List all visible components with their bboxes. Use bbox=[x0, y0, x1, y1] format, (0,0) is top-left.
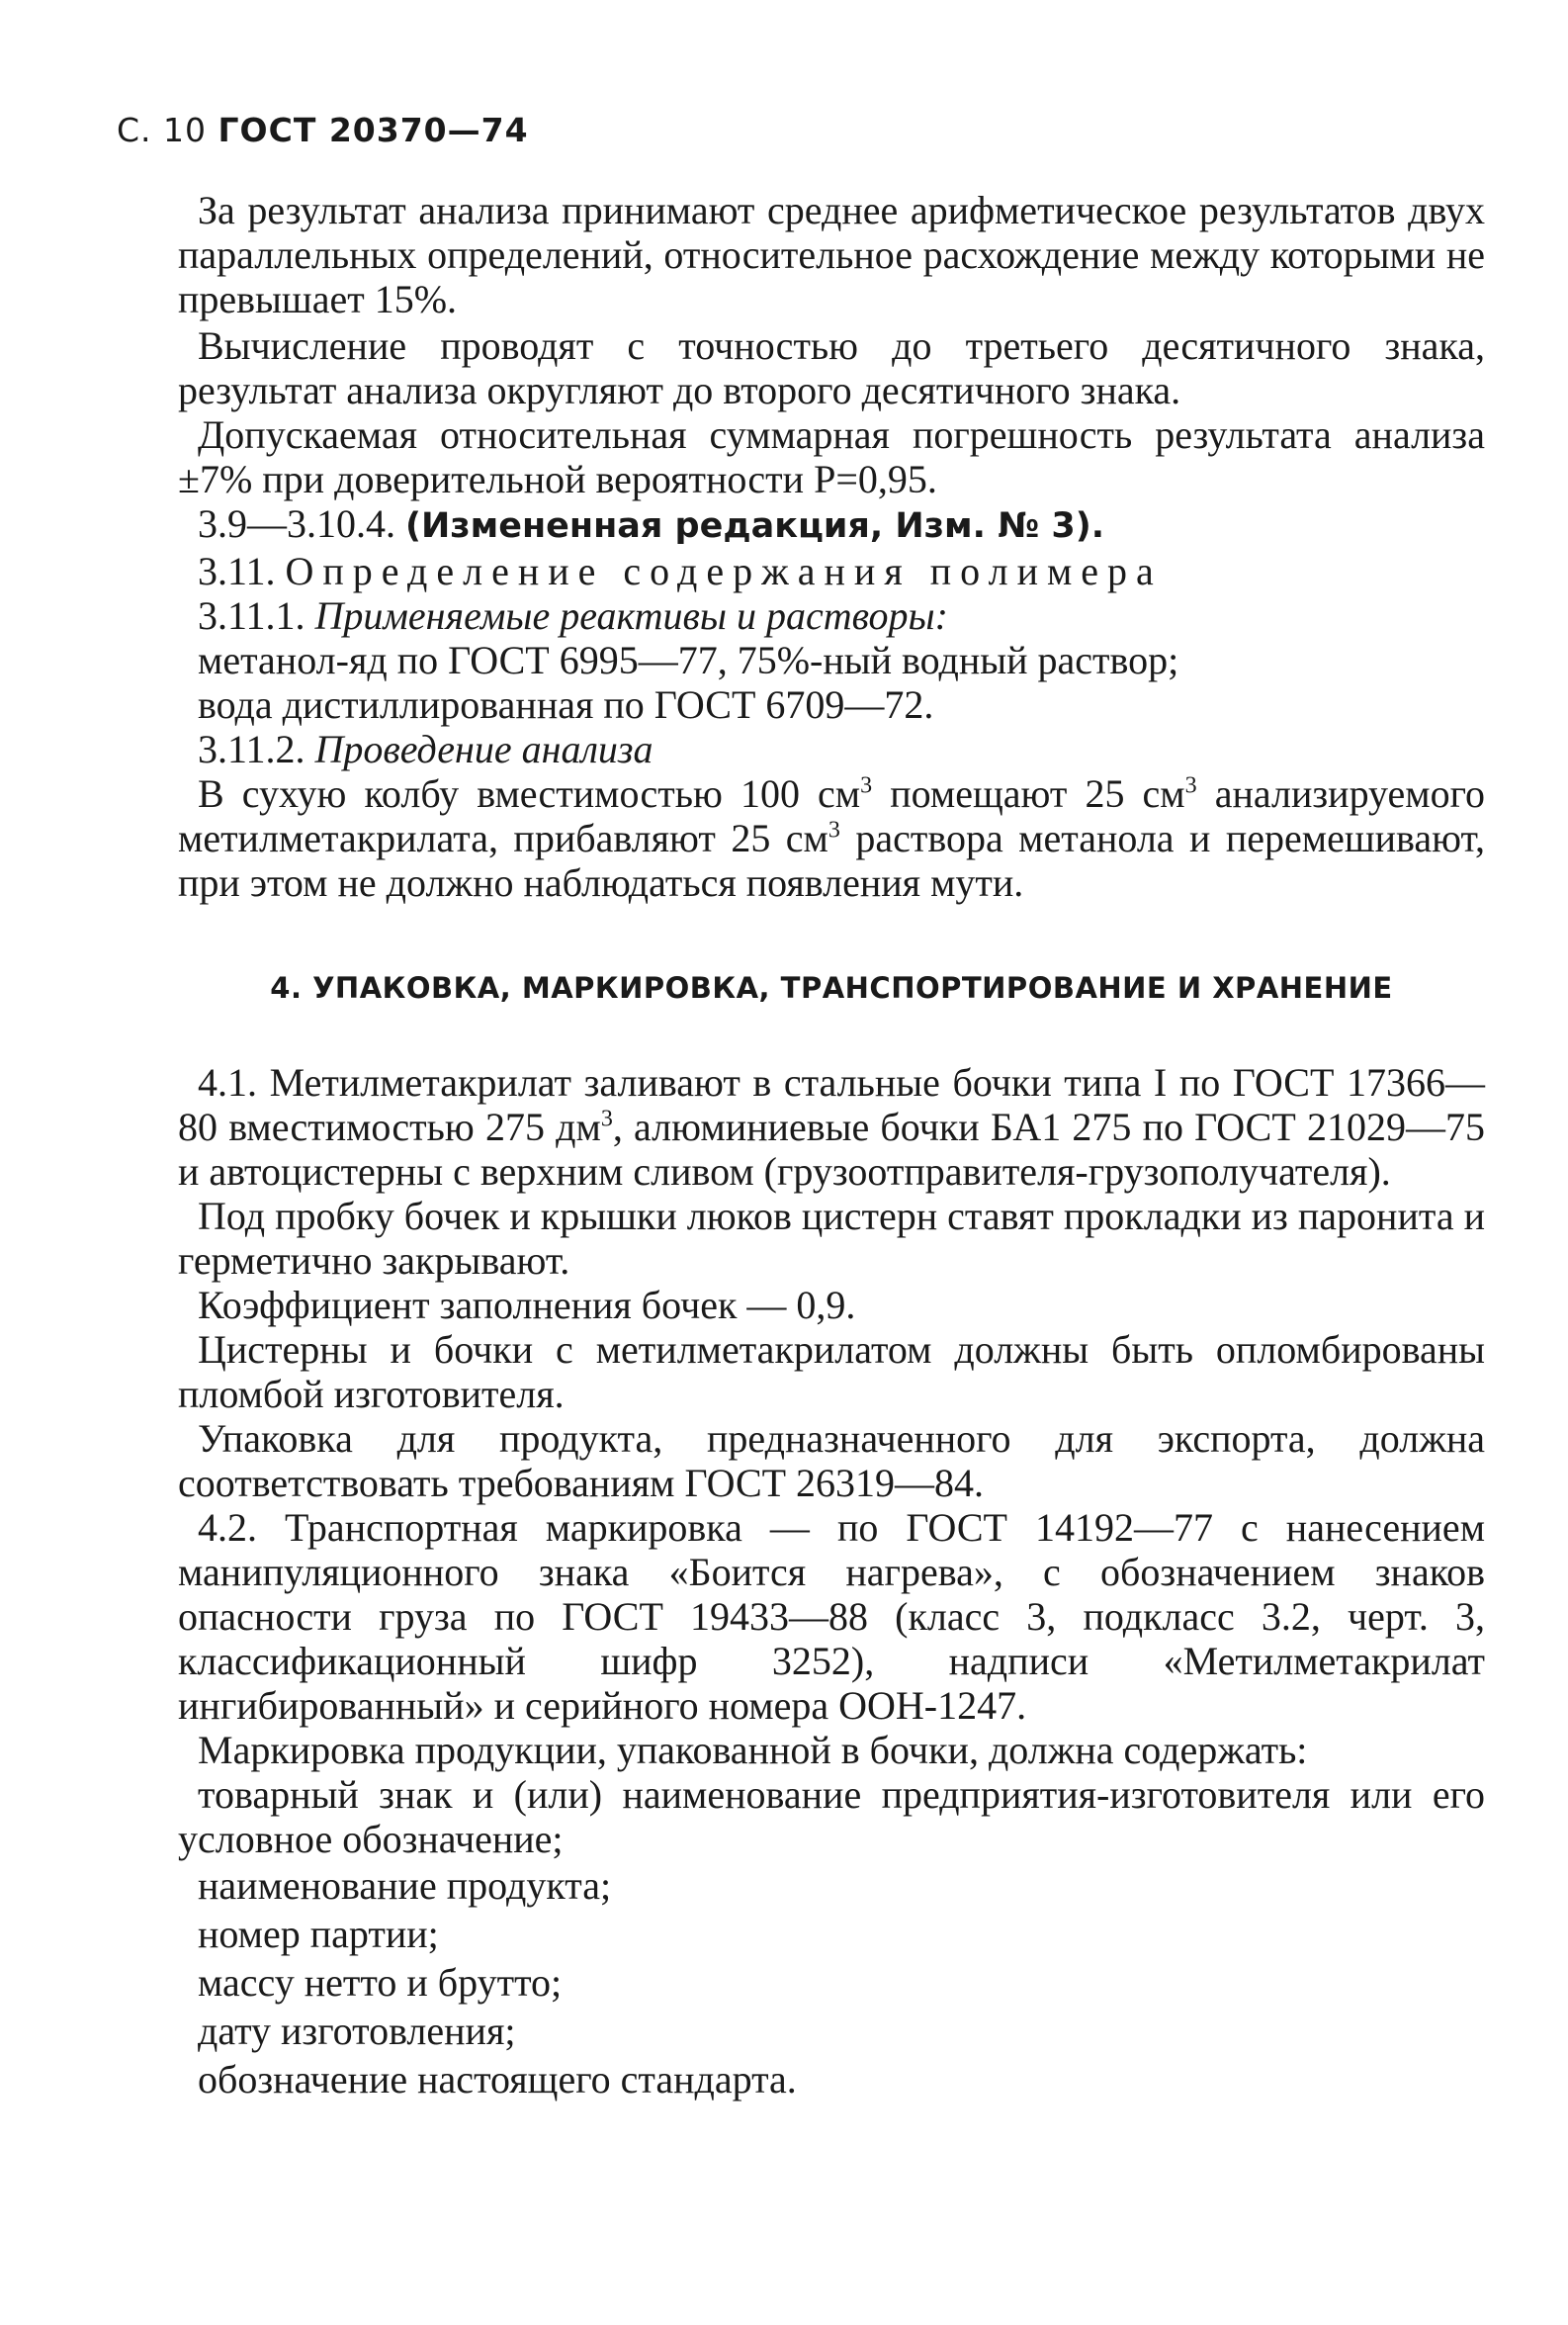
marking-item-trademark: товарный знак и (или) наименование предприятия-изготовителя или его условное обозначение; bbox=[178, 1772, 1485, 1861]
analysis-text-2: помещают 25 см bbox=[872, 771, 1185, 816]
paragraph-error: Допускаемая относительная суммарная погрешность результата анализа ±7% при доверительной вероятности P=0,95. bbox=[178, 412, 1485, 501]
section-3-11-number: 3.11. bbox=[198, 549, 276, 593]
section-3-11-heading bbox=[178, 549, 1485, 593]
paragraph-export: Упаковка для продукта, предназначенного для экспорта, должна соответствовать требованиям ГОСТ 26319—84. bbox=[178, 1416, 1485, 1505]
paragraph-fill-factor: Коэффициент заполнения бочек — 0,9. bbox=[198, 1283, 856, 1327]
section-3-11-2-title: Проведение анализа bbox=[314, 727, 653, 771]
standard-code: ГОСТ 20370—74 bbox=[218, 111, 529, 149]
page-header bbox=[117, 111, 529, 149]
p41-text-1: 4.1. Метилметакрилат заливают в стальные бочки типа I по ГОСТ 17366—80 вместимостью 275 дм bbox=[178, 1060, 1485, 1149]
section-3-11-1-title: Применяемые реактивы и растворы: bbox=[314, 593, 948, 638]
marking-item-batch: номер партии; bbox=[198, 1912, 439, 1956]
reagent-methanol: метанол-яд по ГОСТ 6995—77, 75%-ный водный раствор; bbox=[198, 638, 1179, 682]
section-3-11-2-heading bbox=[178, 727, 1485, 771]
analysis-sup-1: 3 bbox=[860, 772, 873, 799]
analysis-sup-3: 3 bbox=[828, 817, 840, 844]
section-3-11-2-number: 3.11.2. bbox=[198, 727, 305, 771]
page-number: С. 10 bbox=[117, 111, 208, 149]
marking-item-date: дату изготовления; bbox=[198, 2009, 516, 2053]
marking-item-standard: обозначение настоящего стандарта. bbox=[198, 2057, 797, 2101]
section-3-11-1-heading bbox=[178, 593, 1485, 638]
paragraph-4-1 bbox=[178, 1060, 1485, 1194]
analysis-text-4: раствора метанола и перемешивают, при этом не должно наблюдаться появления мути. bbox=[178, 816, 1485, 905]
paragraph-calculation: Вычисление проводят с точностью до третьего десятичного знака, результат анализа округляют до второго десятичного знака. bbox=[178, 323, 1485, 412]
change-note-number: 3.9—3.10.4. bbox=[198, 501, 395, 546]
section-3-11-1-number: 3.11.1. bbox=[198, 593, 305, 638]
section-4-title: 4. УПАКОВКА, МАРКИРОВКА, ТРАНСПОРТИРОВАНИЕ И ХРАНЕНИЕ bbox=[270, 971, 1393, 1005]
p41-text-2: , алюминиевые бочки БА1 275 по ГОСТ 21029—75 и автоцистерны с верхним сливом (грузоотправителя-грузополучателя). bbox=[178, 1105, 1485, 1194]
change-note bbox=[178, 501, 1485, 549]
paragraph-gaskets: Под пробку бочек и крышки люков цистерн ставят прокладки из паронита и герметично закрывают. bbox=[178, 1194, 1485, 1283]
document-body bbox=[178, 188, 1485, 2103]
marking-item-product-name: наименование продукта; bbox=[198, 1863, 612, 1908]
p41-sup: 3 bbox=[600, 1106, 613, 1132]
section-3-11-title: Определение содержания полимера bbox=[285, 549, 1163, 593]
analysis-sup-2: 3 bbox=[1184, 772, 1197, 799]
analysis-text-3: анализируемого метилметакрилата, прибавляют 25 см bbox=[178, 771, 1485, 860]
paragraph-sealing: Цистерны и бочки с метилметакрилатом должны быть опломбированы пломбой изготовителя. bbox=[178, 1327, 1485, 1416]
paragraph-marking: Маркировка продукции, упакованной в бочки, должна содержать: bbox=[198, 1728, 1308, 1772]
reagent-water: вода дистиллированная по ГОСТ 6709—72. bbox=[198, 682, 934, 727]
paragraph-4-2: 4.2. Транспортная маркировка — по ГОСТ 14192—77 с нанесением манипуляционного знака «Боится нагрева», с обозначением знаков опасности груза по ГОСТ 19433—88 (класс 3, подкласс 3.2, черт. 3, классификационный шифр 3252), надписи «Метилметакрилат ингибированный» и серийного номера ООН-1247. bbox=[178, 1505, 1485, 1728]
analysis-text-1: В сухую колбу вместимостью 100 см bbox=[198, 771, 861, 816]
paragraph-analysis bbox=[178, 771, 1485, 905]
marking-item-mass: массу нетто и брутто; bbox=[198, 1960, 563, 2005]
paragraph-result: За результат анализа принимают среднее арифметическое результатов двух параллельных определений, относительное расхождение между которыми не превышает 15%. bbox=[178, 188, 1485, 321]
change-note-text: (Измененная редакция, Изм. № 3). bbox=[405, 506, 1105, 546]
